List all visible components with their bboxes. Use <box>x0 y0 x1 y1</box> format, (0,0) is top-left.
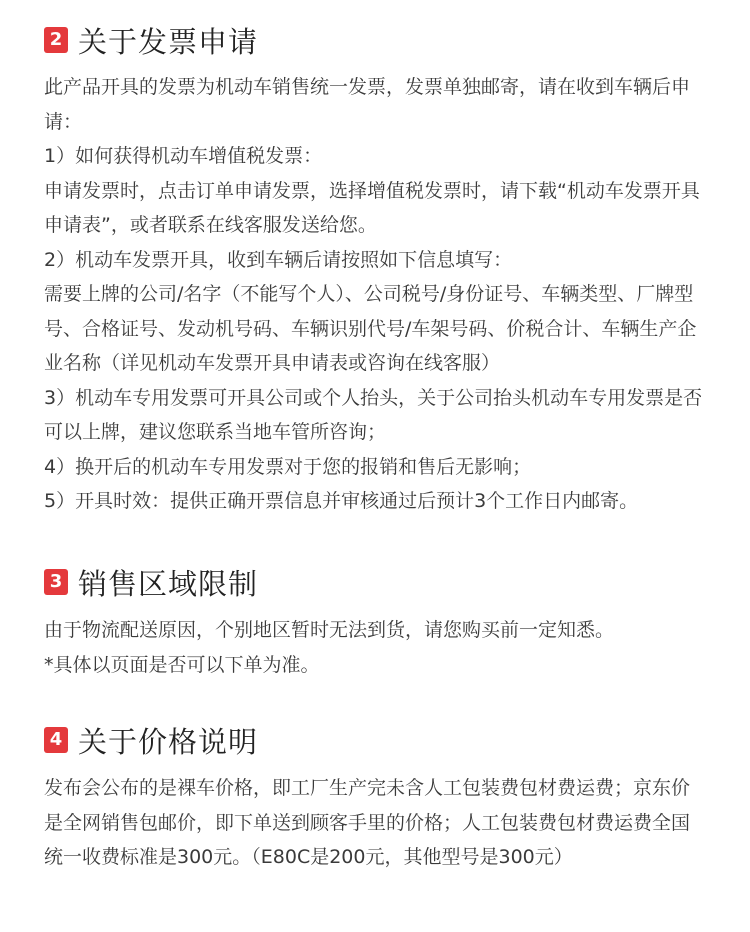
section-title: 关于价格说明 <box>78 724 259 759</box>
section-body <box>44 70 704 519</box>
paragraph: 发布会公布的是裸车价格，即工厂生产完未含人工包装费包材费运费；京东价是全网销售包邮价，即下单送到顾客手里的价格；人工包装费包材费运费全国统一收费标准是300元。（E80C是200元，其他型号是300元） <box>44 777 691 868</box>
paragraph: 2）机动车发票开具，收到车辆后请按照如下信息填写： <box>44 248 513 271</box>
paragraph: 需要上牌的公司/名字（不能写个人）、公司税号/身份证号、车辆类型、厂牌型号、合格证号、发动机号码、车辆识别代号/车架号码、价税合计、车辆生产企业名称（详见机动车发票开具申请表或咨询在线客服） <box>44 283 697 374</box>
section-body <box>44 771 704 875</box>
paragraph: 3）机动车专用发票可开具公司或个人抬头，关于公司抬头机动车专用发票是否可以上牌，建议您联系当地车管所咨询； <box>44 386 703 443</box>
section-title: 销售区域限制 <box>78 566 259 601</box>
section-header <box>44 720 258 760</box>
section-title: 关于发票申请 <box>78 24 259 59</box>
section-header <box>44 20 258 60</box>
paragraph: 此产品开具的发票为机动车销售统一发票，发票单独邮寄，请在收到车辆后申请： <box>44 76 691 133</box>
paragraph: 1）如何获得机动车增值税发票： <box>44 145 323 167</box>
paragraph: 由于物流配送原因，个别地区暂时无法到货，请您购买前一定知悉。 <box>44 619 615 641</box>
section-body <box>44 613 704 682</box>
paragraph: *具体以页面是否可以下单为准。 <box>44 653 320 676</box>
paragraph: 5）开具时效：提供正确开票信息并审核通过后预计3个工作日内邮寄。 <box>44 490 639 512</box>
section-number-badge: 2 <box>44 27 68 53</box>
paragraph: 申请发票时，点击订单申请发票，选择增值税发票时，请下载“机动车发票开具申请表”，或者联系在线客服发送给您。 <box>44 179 700 236</box>
section-number-badge: 4 <box>44 727 68 753</box>
paragraph: 4）换开后的机动车专用发票对于您的报销和售后无影响； <box>44 455 532 478</box>
section-number-badge: 3 <box>44 569 68 595</box>
section-header <box>44 562 258 602</box>
